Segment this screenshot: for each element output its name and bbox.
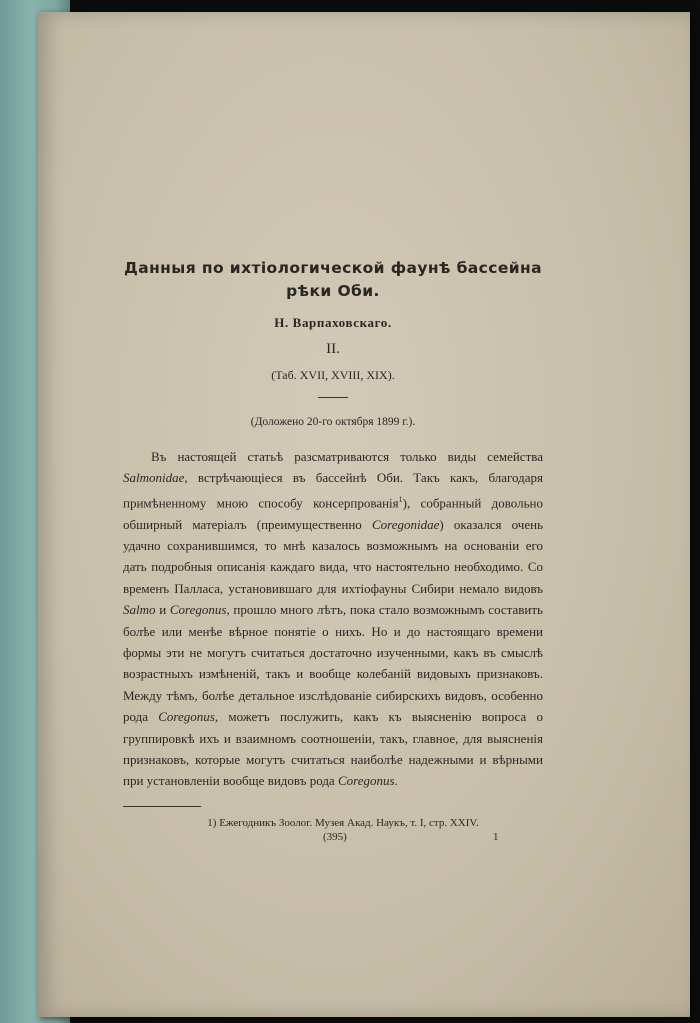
part-number: II. bbox=[326, 341, 340, 357]
document-page bbox=[38, 12, 690, 1017]
text-span: ), собранный довольно обширный матерiалъ (преимущественно bbox=[123, 495, 543, 532]
footnote: 1) Ежегодникъ Зоолог. Музея Акад. Наукъ, т. I, стр. XXIV. bbox=[207, 816, 479, 829]
text-span: , встрѣчающiеся въ бассейнѣ Оби. Такъ какъ, благодаря примѣненному мною способу консерпрованiя bbox=[123, 470, 543, 511]
page-footer bbox=[123, 831, 543, 847]
title-line-2: рѣки Оби. bbox=[286, 282, 380, 300]
text-span: и bbox=[155, 602, 170, 618]
text-span: , можетъ послужить, какъ къ выясненiю вопроса о группировкѣ ихъ и взаимномъ соотношенiи, такъ, главное, для выясненiя признаковъ, которые могутъ считаться наиболѣе надежными и вѣрными при установленiи вообще видовъ рода bbox=[123, 709, 543, 789]
footnote-divider bbox=[123, 806, 201, 807]
date-note: (Доложено 20-го октября 1899 г.). bbox=[250, 416, 416, 428]
title-divider bbox=[318, 397, 348, 398]
italic-term: Coregonidae bbox=[371, 516, 440, 532]
author-name: Н. Варпаховскаго. bbox=[274, 315, 392, 330]
body-text bbox=[123, 446, 543, 792]
text-span: . bbox=[394, 773, 398, 789]
text-span: , прошло много лѣтъ, пока стало возможнымъ составить болѣе или менѣе вѣрное понятiе о нихъ. Но и до настоящаго времени формы эти не могутъ считаться достаточно изученными, какъ въ смыслѣ возрастныхъ измѣненiй, такъ и вообще колебанiй видовыхъ признаковъ. Между тѣмъ, болѣе детальное изслѣдованiе сибирскихъ видовъ, особенно рода bbox=[123, 602, 543, 725]
signature-mark: 1 bbox=[493, 830, 499, 843]
text-span: Въ настоящей статьѣ разсматриваются только виды семейства bbox=[151, 449, 543, 464]
paragraph bbox=[123, 446, 543, 792]
article-title bbox=[123, 257, 543, 303]
italic-term: Coregonus bbox=[337, 773, 395, 789]
plates-reference: (Таб. XVII, XVIII, XIX). bbox=[271, 368, 395, 382]
text-span: ) оказался очень удачно сохранившимся, то мнѣ казалось возможнымъ на основанiи его дать подробныя описанiя каждаго вида, что настоятельно необходимо. Со временъ Палласа, установившаго для ихтiофауны Сибири немало видовъ bbox=[123, 516, 543, 596]
italic-term: Coregonus bbox=[158, 709, 215, 725]
italic-term: Salmo bbox=[123, 602, 156, 618]
page-content bbox=[123, 257, 543, 847]
footnote-marker: 1 bbox=[398, 494, 403, 504]
title-line-1: Данныя по ихтiологической фаунѣ бассейна bbox=[124, 259, 542, 277]
italic-term: Salmonidae bbox=[123, 470, 185, 486]
page-number: (395) bbox=[323, 830, 347, 843]
italic-term: Coregonus bbox=[169, 602, 227, 618]
